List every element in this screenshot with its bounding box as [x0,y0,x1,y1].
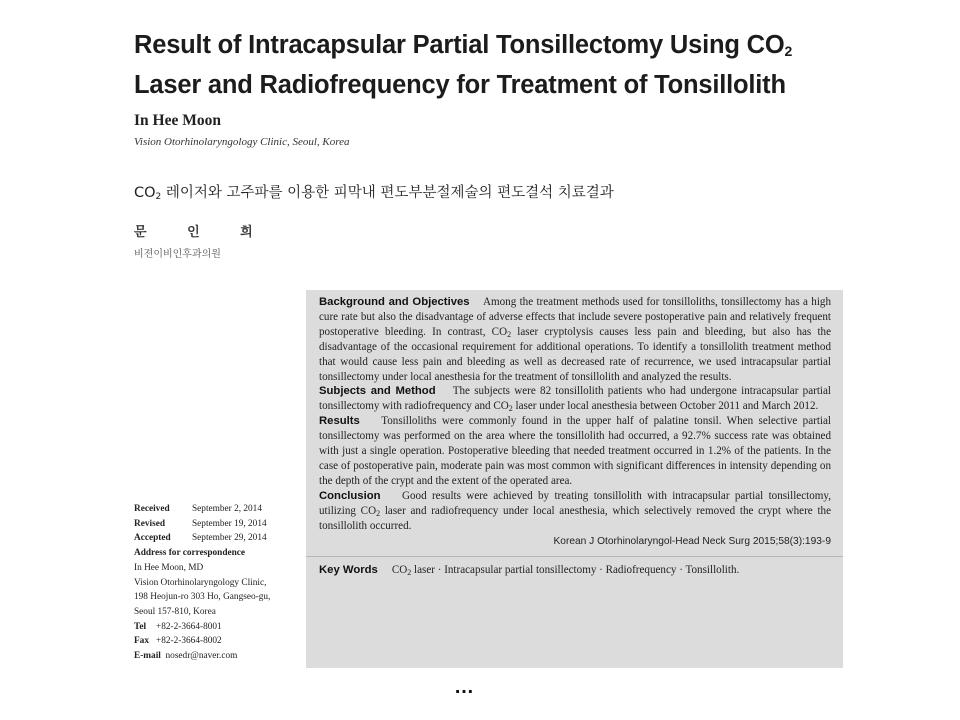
background-text-cont: laser cryptolysis causes less pain and bleeding, but also has the disadvantage of the occasional requirement for additional operations. To identify a tonsillolith treatment method that would cause less pain and bleeding as well as decreased rate of recurrence, we used intracapsular partial tonsillectomy under local anesthesia for the treatment of tonsillolith and analyzed the results. [319,325,831,383]
revised-row [134,517,304,532]
author-affiliation: Vision Otorhinolaryngology Clinic, Seoul, Korea [134,136,350,148]
paper-title [134,28,854,102]
accepted-date: September 29, 2014 [192,533,267,544]
korean-author: 문 인 희 [134,225,254,240]
continuation-ellipsis: … [454,676,475,698]
abstract-conclusion [319,489,831,534]
conclusion-text-cont: laser and radiofrequency under local anesthesia, which selectively removed the crypt where the tonsillolith occurred. [319,504,831,532]
title-line-1-text: Result of Intracapsular Partial Tonsillectomy Using CO [134,31,785,59]
correspondence-clinic: Vision Otorhinolaryngology Clinic, [134,577,267,588]
tel-row [134,620,304,635]
author-name: In Hee Moon [134,112,221,129]
email-row [134,649,304,664]
korean-title [134,181,614,202]
abstract-results [319,414,831,489]
background-heading: Background and Objectives [319,296,470,308]
background-subscript: 2 [507,329,512,339]
correspondence-address-1: 198 Heojun-ro 303 Ho, Gangseo-gu, [134,592,271,603]
background-text: Among the treatment methods used for tonsilloliths, tonsillectomy has a high cure rate but also the disadvantage of adverse effects that include severe postoperative pain and relatively frequent postoperative bleeding. In contrast, CO [319,296,831,338]
subjects-subscript: 2 [508,404,513,414]
email-address: nosedr@naver.com [165,651,238,662]
correspondence-label: Address for correspondence [134,548,246,559]
tel-number: +82-2-3664-8001 [156,621,222,632]
conclusion-heading: Conclusion [319,489,381,502]
conclusion-subscript: 2 [376,508,381,518]
subjects-heading: Subjects and Method [319,385,436,398]
fax-label: Fax [134,636,149,647]
revised-date: September 19, 2014 [192,518,267,529]
keywords-text: laser · Intracapsular partial tonsillectomy · Radiofrequency · Tonsillolith. [411,564,740,577]
fax-number: +82-2-3664-8002 [156,636,222,647]
korean-title-text: 레이저와 고주파를 이용한 피막내 편도부분절제술의 편도결석 치료결과 [161,185,614,201]
title-line-1 [134,28,854,68]
abstract-background [319,295,831,384]
email-label: E-mail [134,651,161,662]
abstract-subjects [319,384,831,414]
korean-title-subscript: 2 [155,192,162,202]
conclusion-text: Good results were achieved by treating tonsillolith with intracapsular partial tonsillectomy, utilizing CO [319,489,832,517]
received-date: September 2, 2014 [192,504,262,514]
correspondence-name: In Hee Moon, MD [134,562,204,573]
korean-affiliation: 비젼이비인후과의원 [134,249,221,260]
keywords-heading: Key Words [319,564,378,577]
abstract-box [306,290,843,668]
accepted-label: Accepted [134,533,171,544]
journal-citation: Korean J Otorhinolaryngol-Head Neck Surg 2015;58(3):193-9 [553,535,831,547]
correspondence-address-2: Seoul 157-810, Korea [134,606,216,617]
abstract-divider [306,556,843,557]
received-label: Received [134,504,170,514]
tel-label: Tel [134,621,147,632]
korean-title-prefix: CO [134,185,156,201]
results-text: Tonsilloliths were commonly found in the upper half of palatine tonsil. When selective partial tonsillectomy was performed on the area where the tonsillolith had occurred, a 92.7% success rate was obtained with just a single operation. Postoperative bleeding that needed treatment occurred in 1.2% of the patients. In the case of postoperative pain, moderate pain was most common with significant differences in intensity depending on the depth of the crypt and the extent of the operated area. [319,415,831,487]
subjects-text: The subjects were 82 tonsillolith patients who had undergone intracapsular partial tonsillectomy with radiofrequency and CO [319,385,832,413]
article-info [134,502,304,664]
fax-row [134,634,304,649]
results-heading: Results [319,415,360,428]
title-subscript: 2 [784,43,793,59]
accepted-row [134,531,304,546]
key-words [319,563,831,577]
abstract-body [319,295,831,534]
received-row [134,502,304,517]
revised-label: Revised [134,518,165,529]
keywords-subscript: 2 [407,568,412,578]
keywords-prefix: CO [391,564,408,577]
title-line-2: Laser and Radiofrequency for Treatment of Tonsillolith [134,71,786,99]
subjects-text-cont: laser under local anesthesia between October 2011 and March 2012. [512,400,819,413]
